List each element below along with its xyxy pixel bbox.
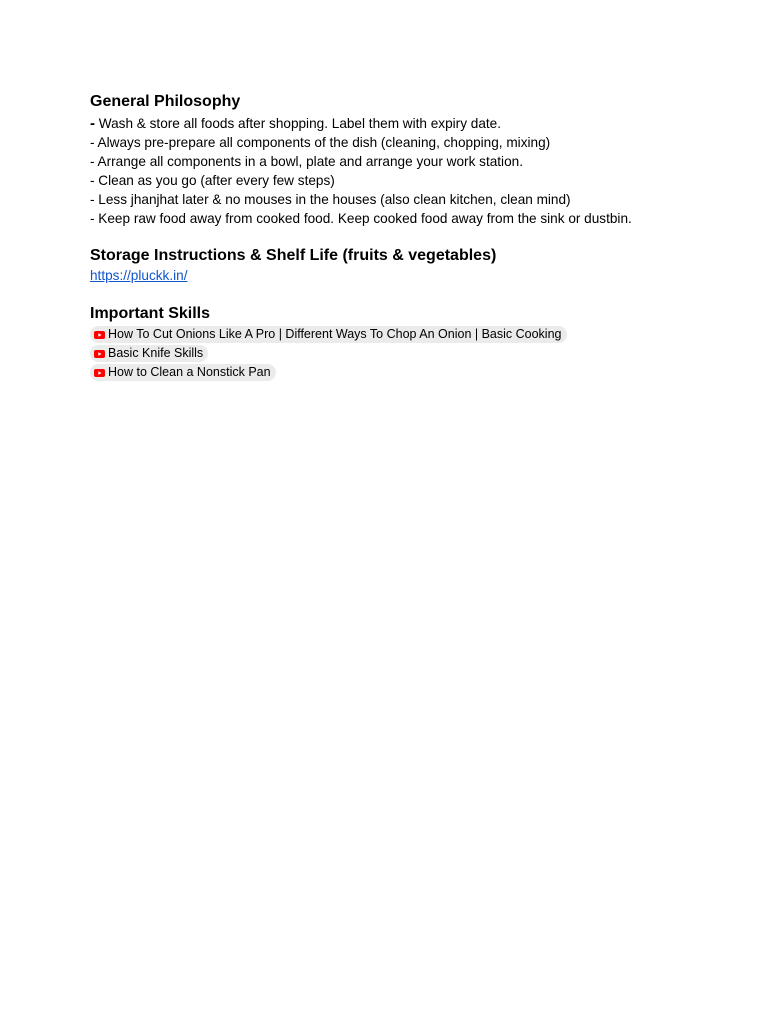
list-item-text: Clean as you go (after every few steps) bbox=[94, 173, 335, 188]
youtube-icon bbox=[94, 369, 105, 377]
video-chip[interactable] bbox=[90, 326, 567, 343]
video-chip-title: How To Cut Onions Like A Pro | Different Ways To Chop An Onion | Basic Cooking bbox=[108, 327, 562, 341]
list-item-text: Always pre-prepare all components of the dish (cleaning, chopping, mixing) bbox=[94, 135, 551, 150]
bullet-dash: - bbox=[90, 173, 95, 188]
philosophy-list bbox=[90, 114, 730, 228]
bullet-dash: - bbox=[90, 211, 95, 226]
document-page bbox=[90, 92, 730, 382]
section-storage bbox=[90, 246, 730, 285]
section-important-skills bbox=[90, 304, 730, 382]
video-chip-title: Basic Knife Skills bbox=[108, 346, 204, 360]
bullet-dash: - bbox=[90, 154, 95, 169]
list-item-text: Keep raw food away from cooked food. Keep cooked food away from the sink or dustbin. bbox=[94, 211, 632, 226]
list-item bbox=[90, 114, 730, 133]
list-item bbox=[90, 190, 730, 209]
video-chip-list bbox=[90, 325, 730, 382]
section-heading: Storage Instructions & Shelf Life (fruits & vegetables) bbox=[90, 247, 497, 264]
youtube-icon bbox=[94, 331, 105, 339]
section-general-philosophy bbox=[90, 92, 730, 228]
list-item bbox=[90, 133, 730, 152]
list-item-text: Wash & store all foods after shopping. Label them with expiry date. bbox=[95, 116, 502, 131]
bullet-dash: - bbox=[90, 115, 95, 132]
list-item bbox=[90, 152, 730, 171]
video-chip-title: How to Clean a Nonstick Pan bbox=[108, 365, 271, 379]
list-item-text: Less jhanjhat later & no mouses in the houses (also clean kitchen, clean mind) bbox=[94, 192, 571, 207]
video-chip[interactable] bbox=[90, 364, 276, 381]
youtube-icon bbox=[94, 350, 105, 358]
section-heading: General Philosophy bbox=[90, 93, 241, 110]
section-heading: Important Skills bbox=[90, 305, 211, 322]
bullet-dash: - bbox=[90, 192, 95, 207]
video-chip[interactable] bbox=[90, 345, 208, 362]
list-item bbox=[90, 209, 730, 228]
bullet-dash: - bbox=[90, 135, 95, 150]
list-item bbox=[90, 171, 730, 190]
list-item-text: Arrange all components in a bowl, plate and arrange your work station. bbox=[94, 154, 523, 169]
pluckk-link[interactable]: https://pluckk.in/ bbox=[90, 268, 188, 283]
